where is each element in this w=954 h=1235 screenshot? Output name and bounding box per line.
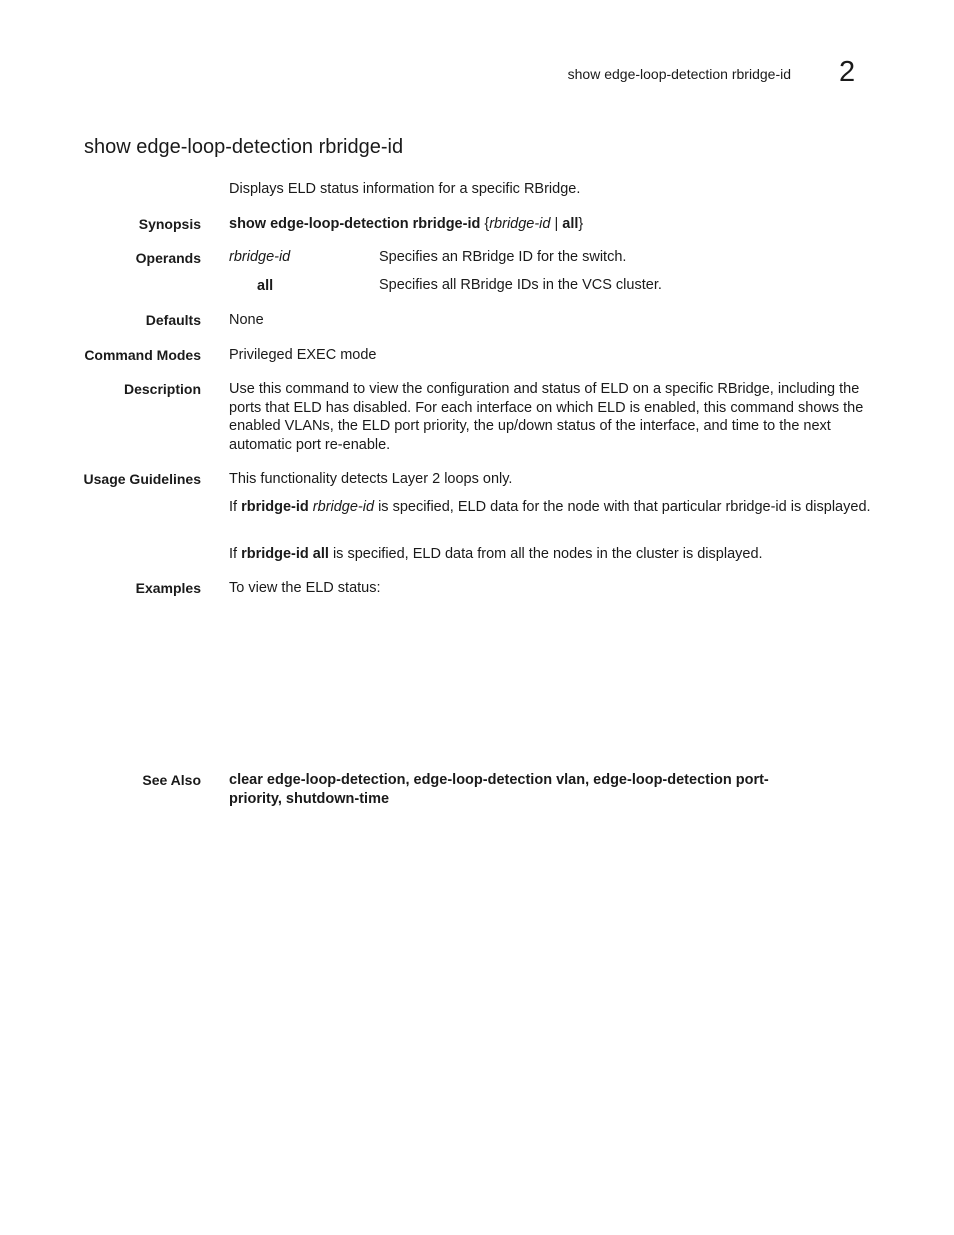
synopsis-command: show edge-loop-detection rbridge-id	[229, 216, 481, 232]
synopsis-open-brace: {	[480, 216, 490, 232]
synopsis-separator: |	[550, 216, 563, 232]
chapter-number: 2	[839, 56, 856, 88]
command-modes-text: Privileged EXEC mode	[229, 347, 377, 363]
usage-line-3-prefix: If	[229, 546, 242, 562]
see-also-links[interactable]: clear edge-loop-detection, edge-loop-detection vlan, edge-loop-detection port-priority, shutdown-time	[229, 772, 769, 807]
examples-label: Examples	[135, 580, 201, 596]
see-also-label: See Also	[142, 772, 201, 788]
operand-term: all	[257, 278, 274, 294]
usage-line-2-prefix: If	[229, 499, 242, 515]
synopsis-option: all	[562, 216, 579, 232]
usage-line-2-command: rbridge-id	[241, 499, 309, 515]
usage-line-1: This functionality detects Layer 2 loops only.	[229, 471, 513, 487]
synopsis-label: Synopsis	[138, 216, 201, 232]
operand-description: Specifies all RBridge IDs in the VCS cluster.	[379, 277, 662, 293]
defaults-text: None	[229, 312, 264, 328]
usage-line-2-arg: rbridge-id	[312, 499, 375, 515]
usage-line-3-suffix: is specified, ELD data from all the nodes in the cluster is displayed.	[328, 546, 763, 562]
usage-guidelines-label: Usage Guidelines	[83, 471, 201, 487]
defaults-label: Defaults	[145, 312, 201, 328]
synopsis-close-brace: }	[578, 216, 584, 232]
summary-text: Displays ELD status information for a specific RBridge.	[229, 181, 581, 197]
operand-term: rbridge-id	[229, 249, 291, 265]
command-modes-label: Command Modes	[84, 347, 201, 363]
usage-line-3	[229, 545, 879, 564]
usage-line-2-suffix: is specified, ELD data for the node with that particular rbridge-id is displayed.	[374, 499, 871, 515]
running-header-title: show edge-loop-detection rbridge-id	[567, 66, 791, 82]
examples-text: To view the ELD status:	[229, 580, 381, 596]
usage-line-2	[229, 498, 879, 517]
operands-label: Operands	[135, 250, 201, 266]
usage-line-3-command: rbridge-id all	[241, 546, 329, 562]
synopsis-text	[229, 215, 879, 234]
description-text: Use this command to view the configuration and status of ELD on a specific RBridge, including the ports that ELD has disabled. For each interface on which ELD is enabled, this command shows the enabled VLANs, the ELD port priority, the up/down status of the interface, and time to the next automatic port re-enable.	[229, 381, 864, 453]
page-title: show edge-loop-detection rbridge-id	[84, 136, 404, 158]
operand-description: Specifies an RBridge ID for the switch.	[379, 249, 627, 265]
synopsis-arg: rbridge-id	[489, 216, 551, 232]
description-label: Description	[123, 381, 201, 397]
